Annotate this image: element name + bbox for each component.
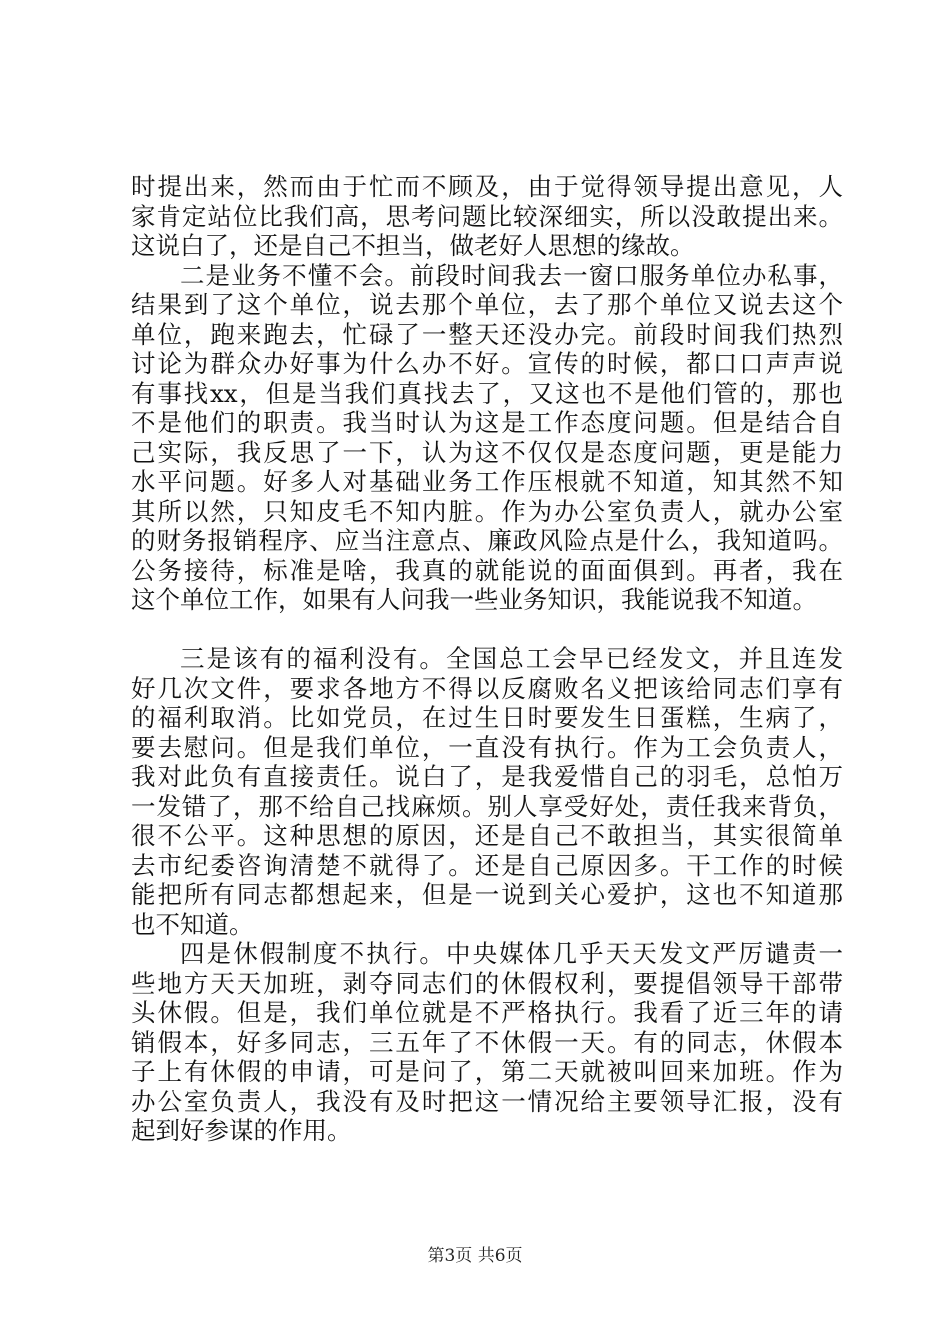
text-line: [131, 910, 843, 940]
paragraph: [131, 939, 843, 1146]
text-line-content: 也不知道。: [131, 909, 254, 939]
text-line: [131, 202, 843, 232]
text-line: [131, 674, 843, 704]
page-footer: 第3页 共6页: [427, 1246, 523, 1266]
text-line: [131, 644, 843, 674]
text-line-content: 公务接待，标准是啥，我真的就能说的面面俱到。再者，我在: [131, 555, 843, 585]
text-line-content: 起到好参谋的作用。: [131, 1116, 352, 1145]
text-line-content: 结果到了这个单位，说去那个单位，去了那个单位又说去这个: [131, 290, 843, 319]
text-line: [131, 821, 843, 851]
text-line: [131, 231, 843, 261]
text-line: [131, 703, 843, 733]
text-line: [131, 290, 843, 320]
text-line: [131, 939, 843, 969]
document-body: [131, 172, 843, 1146]
text-line-content: 这说白了，还是自己不担当，做老好人思想的缘故。: [131, 231, 695, 260]
text-line-content: 一发错了，那不给自己找麻烦。别人享受好处，责任我来背负，: [131, 791, 843, 821]
text-line: [131, 349, 843, 379]
text-line: [131, 851, 843, 881]
text-line: [131, 1028, 843, 1058]
text-line-content: 销假本，好多同志，三五年了不休假一天。有的同志，休假本: [131, 1027, 843, 1057]
text-line-content: 不是他们的职责。我当时认为这是工作态度问题。但是结合自: [131, 408, 843, 437]
text-line-content: 子上有休假的申请，可是问了，第二天就被叫回来加班。作为: [131, 1057, 843, 1086]
paragraph: [131, 172, 843, 261]
text-line: [131, 969, 843, 999]
text-line-content: 些地方天天加班，剥夺同志们的休假权利，要提倡领导干部带: [131, 968, 843, 998]
text-line-content: 有事找xx，但是当我们真找去了，又这也不是他们管的，那也: [131, 378, 843, 408]
text-line-content: 四是休假制度不执行。中央媒体几乎天天发文严厉谴责一: [180, 939, 843, 968]
text-line: [131, 733, 843, 763]
text-line-content: 头休假。但是，我们单位就是不严格执行。我看了近三年的请: [131, 998, 843, 1027]
text-line-content: 的福利取消。比如党员，在过生日时要发生日蛋糕，生病了，: [131, 703, 843, 732]
text-line: [131, 497, 843, 527]
text-line: [131, 261, 843, 291]
text-line-content: 要去慰问。但是我们单位，一直没有执行。作为工会负责人，: [131, 732, 843, 762]
text-line: [131, 998, 843, 1028]
text-line: [131, 526, 843, 556]
paragraph-gap: [131, 615, 843, 645]
text-line-content: 去市纪委咨询清楚不就得了。还是自己原因多。干工作的时候: [131, 850, 843, 880]
text-line-content: 我对此负有直接责任。说白了，是我爱惜自己的羽毛，总怕万: [131, 762, 843, 791]
text-line: [131, 762, 843, 792]
paragraph: [131, 261, 843, 615]
text-line-content: 己实际，我反思了一下，认为这不仅仅是态度问题，更是能力: [131, 437, 843, 467]
text-line-content: 单位，跑来跑去，忙碌了一整天还没办完。前段时间我们热烈: [131, 319, 843, 349]
text-line: [131, 320, 843, 350]
text-line: [131, 379, 843, 409]
text-line-content: 时提出来，然而由于忙而不顾及，由于觉得领导提出意见，人: [131, 172, 843, 201]
text-line-content: 其所以然，只知皮毛不知内脏。作为办公室负责人，就办公室: [131, 496, 843, 526]
text-line: [131, 1116, 843, 1146]
text-line: [131, 172, 843, 202]
text-line: [131, 792, 843, 822]
text-line-content: 二是业务不懂不会。前段时间我去一窗口服务单位办私事，: [180, 260, 843, 290]
text-line-content: 三是该有的福利没有。全国总工会早已经发文，并且连发: [180, 644, 843, 673]
text-line-content: 水平问题。好多人对基础业务工作压根就不知道，知其然不知: [131, 467, 843, 496]
text-line: [131, 408, 843, 438]
text-line: [131, 467, 843, 497]
text-line: [131, 438, 843, 468]
text-line-content: 讨论为群众办好事为什么办不好。宣传的时候，都口口声声说: [131, 349, 843, 378]
text-line: [131, 585, 843, 615]
text-line-content: 好几次文件，要求各地方不得以反腐败名义把该给同志们享有: [131, 673, 843, 703]
text-line-content: 能把所有同志都想起来，但是一说到关心爱护，这也不知道那: [131, 880, 843, 909]
text-line-content: 的财务报销程序、应当注意点、廉政风险点是什么，我知道吗。: [131, 526, 843, 555]
text-line: [131, 1087, 843, 1117]
text-line: [131, 556, 843, 586]
paragraph: [131, 644, 843, 939]
text-line-content: 这个单位工作，如果有人问我一些业务知识，我能说我不知道。: [131, 585, 817, 614]
text-line-content: 办公室负责人，我没有及时把这一情况给主要领导汇报，没有: [131, 1086, 843, 1116]
text-line-content: 家肯定站位比我们高，思考问题比较深细实，所以没敢提出来。: [131, 201, 843, 231]
text-line-content: 很不公平。这种思想的原因，还是自己不敢担当，其实很简单: [131, 821, 843, 850]
text-line: [131, 880, 843, 910]
text-line: [131, 1057, 843, 1087]
